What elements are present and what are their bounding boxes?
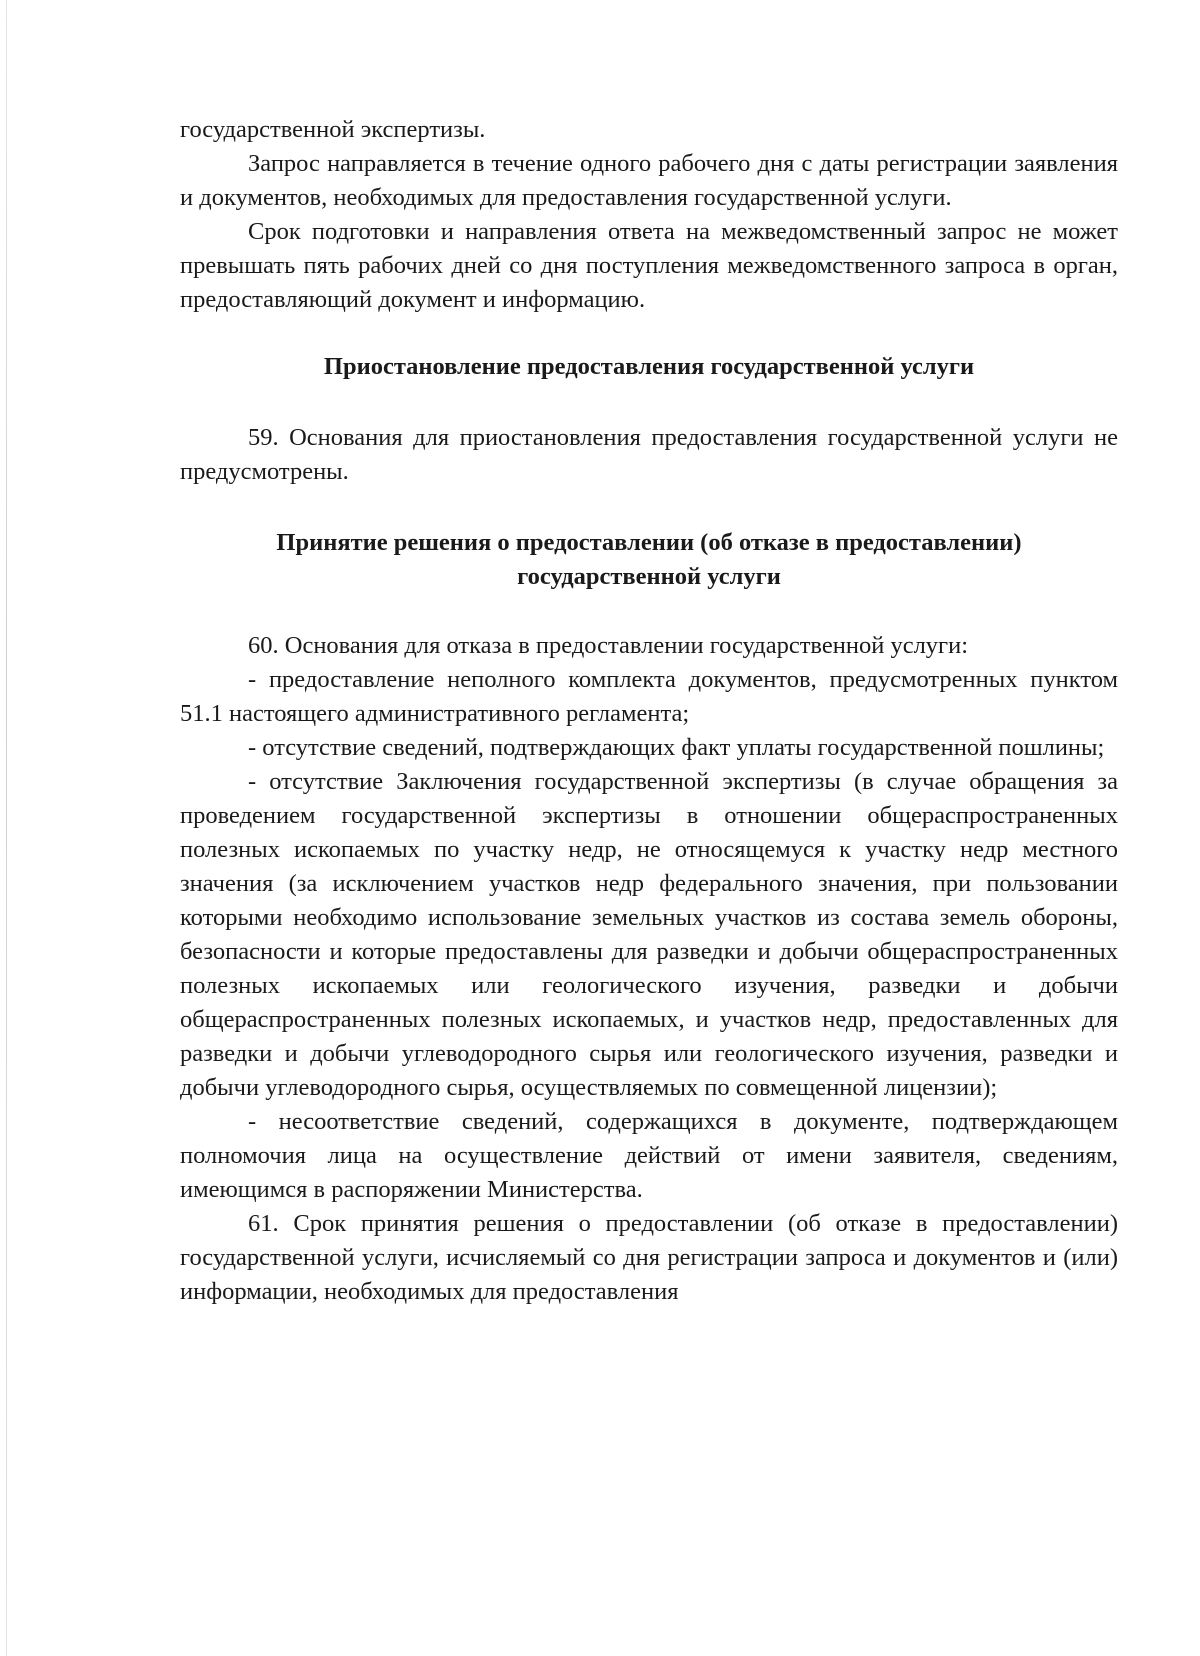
paragraph-continuation: государственной экспертизы. xyxy=(180,116,486,143)
paragraph-60: 60. Основания для отказа в предоставлении государственной услуги: xyxy=(248,632,969,659)
paragraph-request: Запрос направляется в течение одного рабочего дня с даты регистрации заявления и документов, необходимых для предоставления государственной услуги. xyxy=(180,150,1118,211)
paragraph-61: 61. Срок принятия решения о предоставлении (об отказе в предоставлении) государственной услуги, исчисляемый со дня регистрации запроса и документов и (или) информации, необходимых для предоставления xyxy=(180,1210,1118,1305)
paragraph-59: 59. Основания для приостановления предоставления государственной услуги не предусмотрены. xyxy=(180,424,1118,485)
paragraph-60-item-4: - несоответствие сведений, содержащихся в документе, подтверждающем полномочия лица на осуществление действий от имени заявителя, сведениям, имеющимся в распоряжении Министерства. xyxy=(180,1108,1118,1203)
heading-suspension: Приостановление предоставления государственной услуги xyxy=(323,353,975,380)
paragraph-60-item-3: - отсутствие Заключения государственной экспертизы (в случае обращения за проведением государственной экспертизы в отношении общераспространенных полезных ископаемых по участку недр, не относящемуся к участку недр местного значения (за исключением участков недр федерального значения, при пользовании которыми необходимо использование земельных участков из состава земель обороны, безопасности и которые предоставлены для разведки и добычи общераспространенных полезных ископаемых или геологического изучения, разведки и добычи общераспространенных полезных ископаемых, и участков недр, предоставленных для разведки и добычи углеводородного сырья или геологического изучения, разведки и добычи углеводородного сырья, осуществляемых по совмещенной лицензии); xyxy=(180,768,1118,1101)
heading-decision-line1: Принятие решения о предоставлении (об отказе в предоставлении) xyxy=(276,529,1022,556)
scan-edge-line xyxy=(6,0,7,1656)
document-body xyxy=(180,113,1118,1309)
heading-decision-line2: государственной услуги xyxy=(517,563,781,590)
paragraph-60-item-1: - предоставление неполного комплекта документов, предусмотренных пунктом 51.1 настоящего административного регламента; xyxy=(180,666,1118,727)
paragraph-response-deadline: Срок подготовки и направления ответа на межведомственный запрос не может превышать пять рабочих дней со дня поступления межведомственного запроса в орган, предоставляющий документ и информацию. xyxy=(180,218,1118,313)
paragraph-60-item-2: - отсутствие сведений, подтверждающих факт уплаты государственной пошлины; xyxy=(248,734,1105,761)
